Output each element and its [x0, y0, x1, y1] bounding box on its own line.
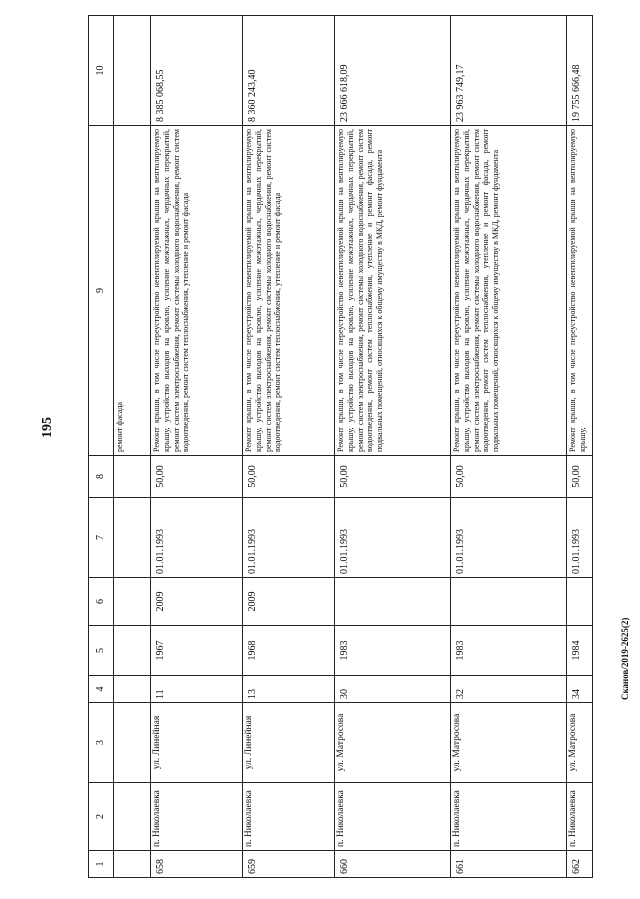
- row-number: 662: [567, 851, 593, 878]
- settlement-cell: п. Николаевка: [451, 783, 567, 851]
- col-header-6: 6: [89, 578, 114, 626]
- table-row: [451, 16, 567, 878]
- street-cell: ул. Линейная: [243, 703, 335, 783]
- year-built-cell: 1967: [151, 626, 243, 676]
- col-header-4: 4: [89, 676, 114, 703]
- street-cell: ул. Матросова: [567, 703, 593, 783]
- settlement-cell: п. Николаевка: [335, 783, 451, 851]
- col-header-2: 2: [89, 783, 114, 851]
- col-header-8: 8: [89, 456, 114, 498]
- house-cell: 13: [243, 676, 335, 703]
- works-cell: Ремонт крыши, в том числе переустройство невентилируемой крыши на вентилируемую крышу, устройство выходов на кровлю, усиление межэтажных, чердачных перекрытий, ремонт систем электроснабжения, ремонт системы холодного водоснабжения, ремонт систем водоотведения, ремонт систем теплоснабжения, утепление и ремонт фасада, ремонт подвальных помещений, относящихся к общему имуществу в МКД, ремонт фундамента: [451, 126, 567, 456]
- continuation-row: [114, 16, 151, 878]
- house-cell: 34: [567, 676, 593, 703]
- table-row: [151, 16, 243, 878]
- year-col6-cell: [451, 578, 567, 626]
- percent-cell: 50,00: [243, 456, 335, 498]
- col-header-3: 3: [89, 703, 114, 783]
- percent-cell: 50,00: [335, 456, 451, 498]
- year-built-cell: 1968: [243, 626, 335, 676]
- amount-cell: 19 755 666,48: [567, 16, 593, 126]
- col-header-10: 10: [89, 16, 114, 126]
- works-cell: Ремонт крыши, в том числе переустройство невентилируемой крыши на вентилируемую крышу, устройство выходов на кровлю, усиление межэтажных, чердачных перекрытий, ремонт систем электроснабжения, ремонт системы холодного водоснабжения, ремонт систем водоотведения, ремонт систем теплоснабжения, утепление и ремонт фасада: [243, 126, 335, 456]
- settlement-cell: п. Николаевка: [151, 783, 243, 851]
- street-cell: ул. Линейная: [151, 703, 243, 783]
- year-col6-cell: [567, 578, 593, 626]
- street-cell: ул. Матросова: [335, 703, 451, 783]
- row-number: 660: [335, 851, 451, 878]
- rotated-table-wrapper: [88, 16, 587, 878]
- year-col6-cell: [335, 578, 451, 626]
- col-header-1: 1: [89, 851, 114, 878]
- row-number: 659: [243, 851, 335, 878]
- footer-document-code: Сканов/2019-2625(2): [620, 617, 630, 700]
- date-cell: 01.01.1993: [151, 498, 243, 578]
- settlement-cell: п. Николаевка: [243, 783, 335, 851]
- capital-repair-table: [88, 15, 593, 878]
- col-header-5: 5: [89, 626, 114, 676]
- col-header-7: 7: [89, 498, 114, 578]
- col-header-9: 9: [89, 126, 114, 456]
- row-number: 661: [451, 851, 567, 878]
- house-cell: 32: [451, 676, 567, 703]
- row-number: 658: [151, 851, 243, 878]
- table-row: [567, 16, 593, 878]
- works-cell: Ремонт крыши, в том числе переустройство невентилируемой крыши на вентилируемую крышу, устройство выходов на кровлю, усиление межэтажных, чердачных перекрытий, ремонт систем электроснабжения, ремонт системы холодного водоснабжения, ремонт систем водоотведения, ремонт систем теплоснабжения, утепление и ремонт фасада, ремонт подвальных помещений, относящихся к общему имуществу в МКД, ремонт фундамента: [335, 126, 451, 456]
- year-built-cell: 1983: [335, 626, 451, 676]
- percent-cell: 50,00: [567, 456, 593, 498]
- amount-cell: 8 360 243,40: [243, 16, 335, 126]
- percent-cell: 50,00: [451, 456, 567, 498]
- works-cell: Ремонт крыши, в том числе переустройство невентилируемой крыши на вентилируемую крышу, устройство выходов на кровлю, усиление межэтажных, чердачных перекрытий, ремонт систем электроснабжения, ремонт системы холодного водоснабжения, ремонт систем водоотведения, ремонт систем теплоснабжения, утепление и ремонт фасада: [151, 126, 243, 456]
- year-built-cell: 1983: [451, 626, 567, 676]
- column-number-row: [89, 16, 114, 878]
- date-cell: 01.01.1993: [451, 498, 567, 578]
- percent-cell: 50,00: [151, 456, 243, 498]
- street-cell: ул. Матросова: [451, 703, 567, 783]
- table-row: [243, 16, 335, 878]
- date-cell: 01.01.1993: [335, 498, 451, 578]
- year-col6-cell: 2009: [151, 578, 243, 626]
- date-cell: 01.01.1993: [243, 498, 335, 578]
- house-cell: 30: [335, 676, 451, 703]
- year-built-cell: 1984: [567, 626, 593, 676]
- house-cell: 11: [151, 676, 243, 703]
- continuation-text: ремонт фасада: [114, 126, 151, 456]
- settlement-cell: п. Николаевка: [567, 783, 593, 851]
- table-row: [335, 16, 451, 878]
- year-col6-cell: 2009: [243, 578, 335, 626]
- amount-cell: 23 666 618,09: [335, 16, 451, 126]
- amount-cell: 23 963 749,17: [451, 16, 567, 126]
- date-cell: 01.01.1993: [567, 498, 593, 578]
- page-number: 195: [40, 417, 55, 438]
- amount-cell: 8 385 068,55: [151, 16, 243, 126]
- works-cell: Ремонт крыши, в том числе переустройство невентилируемой крыши на вентилируемую крышу,: [567, 126, 593, 456]
